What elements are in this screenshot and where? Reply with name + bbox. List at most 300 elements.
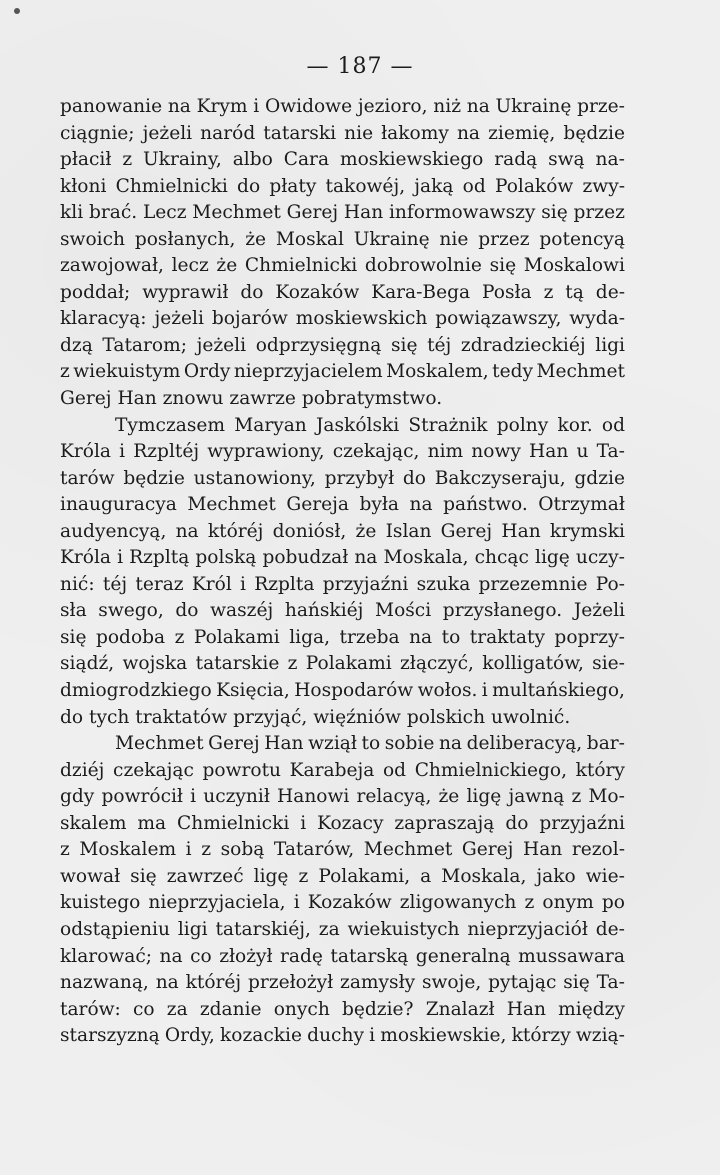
word: na xyxy=(167,96,191,117)
word: przysłanego. xyxy=(442,600,563,622)
word: między xyxy=(558,998,625,1020)
word: sobie xyxy=(384,733,435,755)
word: łakomy xyxy=(381,122,449,144)
text-line xyxy=(60,280,625,307)
word: Moskalowi xyxy=(523,255,625,277)
word: radę xyxy=(280,945,323,967)
word: się xyxy=(541,202,568,224)
word: od xyxy=(382,759,407,781)
word: Gerej xyxy=(208,733,260,755)
text-line xyxy=(60,890,625,917)
word: nieprzyjacielem xyxy=(233,361,383,383)
word: swego, xyxy=(98,600,164,622)
word: przez xyxy=(478,228,530,250)
word: z xyxy=(543,281,554,303)
text-line xyxy=(60,758,625,785)
word: Tymczasem xyxy=(115,414,226,436)
word: któréj xyxy=(207,520,264,542)
word: krymski xyxy=(549,520,625,542)
word: zapraszają xyxy=(394,812,495,834)
word: nowy xyxy=(471,441,521,463)
word: trzeba xyxy=(339,626,400,648)
word: i xyxy=(240,573,246,595)
word: Rzpltéj xyxy=(133,441,200,463)
word: i xyxy=(190,786,197,808)
word: Polakami xyxy=(305,653,392,675)
word: zdanie xyxy=(199,998,262,1020)
word: na xyxy=(159,945,183,967)
word: poprzy- xyxy=(554,626,625,648)
word: rezol- xyxy=(571,839,625,861)
word: i xyxy=(300,812,307,834)
text-line xyxy=(60,253,625,280)
word: tedy xyxy=(492,361,534,383)
word: inauguracya xyxy=(60,494,177,516)
word: wował xyxy=(60,865,121,887)
word: kuistego xyxy=(60,892,141,914)
word: Han xyxy=(117,388,163,410)
word: Po- xyxy=(595,573,625,595)
word: Otrzymał xyxy=(538,494,625,516)
word: państwo. xyxy=(443,494,528,516)
word: czekając xyxy=(113,759,194,781)
word: za xyxy=(166,998,188,1020)
word: moskiewskiego xyxy=(339,149,484,171)
word: zawrze xyxy=(229,388,302,410)
word: Kozacy xyxy=(317,812,384,834)
word: ligę xyxy=(466,786,502,808)
word: odprzysięgną xyxy=(255,334,382,356)
word: Ta- xyxy=(596,972,625,994)
word: powrotu xyxy=(202,759,282,781)
word: tatarskie xyxy=(195,653,280,675)
text-line xyxy=(60,492,625,519)
text-line xyxy=(60,147,625,174)
word: i xyxy=(119,441,126,463)
word: jaką xyxy=(414,175,454,197)
word: starszyzną xyxy=(60,1025,160,1047)
word: de- xyxy=(595,281,625,303)
word: swoje, xyxy=(421,972,482,994)
word: sie- xyxy=(592,653,625,675)
word: tą xyxy=(565,281,584,303)
word: kozackie xyxy=(220,1025,302,1047)
text-line xyxy=(60,439,625,466)
text-line xyxy=(60,1023,625,1050)
word: Gerej xyxy=(440,520,493,542)
word: Cara xyxy=(283,149,330,171)
word: złączyć, xyxy=(400,653,474,675)
word: do xyxy=(505,812,529,834)
word: Ordy xyxy=(183,361,231,383)
word: wyda- xyxy=(569,308,625,330)
word: to xyxy=(441,626,461,648)
word: traktatów xyxy=(135,706,234,728)
word: co xyxy=(190,945,212,967)
word: téj xyxy=(102,573,128,595)
word: Han xyxy=(343,202,384,224)
word: Maryan xyxy=(234,414,307,436)
word: na xyxy=(438,733,463,755)
text-line xyxy=(60,94,625,121)
word: pobratymstwo. xyxy=(301,388,443,410)
word: klarować; xyxy=(60,945,153,967)
word: Gerej xyxy=(60,388,118,410)
word: do xyxy=(60,706,90,728)
word: będzie xyxy=(563,122,625,144)
ink-speck xyxy=(14,8,20,14)
word: zwy- xyxy=(582,175,625,197)
word: wyprawiony, xyxy=(207,441,325,463)
word: skalem xyxy=(60,812,127,834)
word: Owidowe xyxy=(264,96,353,117)
word: wiekuistych xyxy=(347,918,460,940)
text-line xyxy=(60,386,625,413)
text-line xyxy=(60,944,625,971)
text-line xyxy=(60,545,625,572)
word: gdzie xyxy=(574,467,625,489)
word: Chmielnicki xyxy=(177,812,290,834)
word: Chmielnicki xyxy=(244,255,358,277)
word: onym xyxy=(542,892,594,914)
word: Mechmet xyxy=(363,839,453,861)
word: kli xyxy=(60,202,84,224)
word: Mo- xyxy=(588,786,625,808)
word: Moskalem xyxy=(79,839,177,861)
word: Gerej xyxy=(286,202,339,224)
word: Gereja xyxy=(286,494,349,516)
word: téj xyxy=(427,334,452,356)
word: z xyxy=(201,839,211,861)
word: Kozaków xyxy=(275,281,360,303)
word: i xyxy=(185,839,192,861)
word: do xyxy=(240,281,264,303)
word: Tatarom; xyxy=(102,334,187,356)
word: uczynił xyxy=(203,786,270,808)
word: i xyxy=(253,96,260,117)
word: i xyxy=(117,547,124,569)
word: jawną xyxy=(508,786,565,808)
text-line xyxy=(60,811,625,838)
word: Hanowi xyxy=(277,786,350,808)
word: Kara-Bega xyxy=(371,281,471,303)
word: Islan xyxy=(385,520,432,542)
word: wzią- xyxy=(575,1025,625,1047)
word: złożył xyxy=(219,945,273,967)
word: zawojował, xyxy=(60,255,164,277)
text-line xyxy=(60,837,625,864)
word: ligi xyxy=(595,334,625,356)
word: będzie? xyxy=(341,998,414,1020)
word: przełożył xyxy=(248,972,334,994)
word: Ta- xyxy=(596,441,625,463)
word: się xyxy=(130,865,157,887)
word: dzą xyxy=(60,334,93,356)
word: Król xyxy=(191,573,232,595)
word: z xyxy=(60,839,70,861)
word: do xyxy=(402,467,426,489)
word: i xyxy=(293,892,300,914)
word: Mości xyxy=(375,600,432,622)
word: wyprawił xyxy=(142,281,229,303)
text-line xyxy=(60,917,625,944)
word: i xyxy=(481,680,488,702)
word: jeżeli xyxy=(154,308,204,330)
word: szuka xyxy=(416,573,471,595)
word: multańskiego, xyxy=(492,680,625,702)
text-line xyxy=(60,121,625,148)
word: Króla xyxy=(60,547,112,569)
word: Ukrainę xyxy=(495,96,572,117)
word: liga, xyxy=(289,626,331,648)
word: na xyxy=(409,494,433,516)
word: więźniów xyxy=(313,706,407,728)
word: się xyxy=(489,255,517,277)
word: znowu xyxy=(162,388,230,410)
word: swoich xyxy=(60,228,125,250)
word: Ordy, xyxy=(164,1025,215,1047)
word: nić: xyxy=(60,573,95,595)
word: moskiewskich xyxy=(295,308,428,330)
word: jeżeli xyxy=(196,334,247,356)
word: z xyxy=(524,892,535,914)
word: Polaków xyxy=(494,175,574,197)
word: Han xyxy=(529,441,569,463)
word: Ukrainy, xyxy=(143,149,222,171)
word: na xyxy=(466,96,490,117)
word: Posła xyxy=(482,281,532,303)
word: Krym xyxy=(196,96,248,117)
word: zdradzieckiéj xyxy=(460,334,586,356)
word: chcąc xyxy=(474,547,529,569)
page-number: — 187 — xyxy=(306,54,414,79)
word: ligę xyxy=(535,547,570,569)
word: się xyxy=(390,334,418,356)
word: gdy xyxy=(60,786,95,808)
word: Karabeja xyxy=(289,759,375,781)
word: jezioro, xyxy=(357,96,428,117)
word: nieprzyjaciela, xyxy=(148,892,286,914)
word: poddał; xyxy=(60,281,131,303)
text-line xyxy=(60,784,625,811)
word: siądź, xyxy=(60,653,115,675)
word: Moskala, xyxy=(383,547,469,569)
word: niż xyxy=(433,96,461,117)
word: Moskala, xyxy=(441,865,527,887)
word: była xyxy=(359,494,400,516)
word: Han xyxy=(501,520,541,542)
text-line xyxy=(60,651,625,678)
word: od xyxy=(601,414,625,436)
word: uwolnić. xyxy=(490,706,571,728)
word: traktaty xyxy=(469,626,545,648)
word: Jeżeli xyxy=(573,600,625,622)
word: wiekuistym xyxy=(73,361,181,383)
word: przezemnie xyxy=(478,573,588,595)
word: brać. xyxy=(88,202,138,224)
word: przez xyxy=(573,202,625,224)
word: przyjaźni xyxy=(322,573,409,595)
word: pytając xyxy=(488,972,557,994)
text-line xyxy=(60,306,625,333)
word: Han xyxy=(506,998,546,1020)
word: że xyxy=(245,228,267,250)
word: a xyxy=(420,865,432,887)
word: Znalazł xyxy=(425,998,495,1020)
word: że xyxy=(216,255,238,277)
word: z xyxy=(287,653,298,675)
word: takowéj, xyxy=(325,175,406,197)
word: naród xyxy=(200,122,256,144)
word: powrócił xyxy=(101,786,183,808)
word: powiązawszy, xyxy=(435,308,562,330)
text-line xyxy=(60,413,625,440)
word: ciągnie; xyxy=(60,122,135,144)
word: odstąpieniu xyxy=(60,918,170,940)
word: tarów xyxy=(60,467,115,489)
text-line xyxy=(60,466,625,493)
word: polską xyxy=(195,547,257,569)
word: na xyxy=(175,520,199,542)
word: kor. xyxy=(557,414,593,436)
word: tych xyxy=(89,706,136,728)
word: i xyxy=(369,1025,376,1047)
word: nieprzyjaciół xyxy=(467,918,588,940)
text-line xyxy=(60,997,625,1024)
word: płaty xyxy=(269,175,317,197)
word: tarów: xyxy=(60,998,121,1020)
word: z xyxy=(122,149,133,171)
word: dmiogrodzkiego xyxy=(60,680,212,702)
word: Han xyxy=(264,733,304,755)
word: polny xyxy=(496,414,549,436)
word: tatarskiéj, xyxy=(215,918,311,940)
word: nazwaną, xyxy=(60,972,149,994)
text-line xyxy=(60,678,625,705)
word: płacił xyxy=(60,149,112,171)
word: kolligatów, xyxy=(482,653,584,675)
word: co xyxy=(133,998,155,1020)
word: Króla xyxy=(60,441,112,463)
word: moskiewskie, xyxy=(380,1025,507,1047)
word: u xyxy=(576,441,589,463)
word: Moskalem, xyxy=(386,361,489,383)
word: za xyxy=(318,918,340,940)
word: przybył xyxy=(324,467,395,489)
word: onych xyxy=(273,998,330,1020)
word: Mechmet xyxy=(187,494,276,516)
text-line xyxy=(60,970,625,997)
word: na xyxy=(354,547,378,569)
word: z xyxy=(60,361,70,383)
word: się xyxy=(60,626,87,648)
word: dziéj xyxy=(60,759,105,781)
text-line xyxy=(60,572,625,599)
text-line xyxy=(60,519,625,546)
word: nie xyxy=(344,122,374,144)
word: na xyxy=(155,972,179,994)
word: prze- xyxy=(577,96,625,117)
word: ziemię, xyxy=(488,122,556,144)
word: po xyxy=(601,892,625,914)
word: mussawara xyxy=(518,945,625,967)
word: zligowanych xyxy=(399,892,517,914)
body-text xyxy=(60,94,625,1050)
text-line xyxy=(60,200,625,227)
text-line xyxy=(60,625,625,652)
word: Księcia, xyxy=(216,680,290,702)
word: Gerej xyxy=(461,839,514,861)
word: de- xyxy=(595,918,625,940)
word: albo xyxy=(232,149,273,171)
word: podoba xyxy=(95,626,166,648)
word: waszéj xyxy=(210,600,274,622)
word: czekając, xyxy=(332,441,420,463)
word: z xyxy=(174,626,185,648)
word: na xyxy=(456,122,481,144)
text-line xyxy=(60,864,625,891)
word: który xyxy=(575,759,625,781)
word: wojska xyxy=(122,653,188,675)
word: lecz xyxy=(171,255,209,277)
word: Jaskólski xyxy=(315,414,400,436)
word: Ukrainę xyxy=(353,228,430,250)
word: na- xyxy=(595,149,625,171)
word: ligi xyxy=(177,918,208,940)
word: się xyxy=(563,972,590,994)
word: uczy- xyxy=(575,547,625,569)
word: deliberacyą, xyxy=(466,733,583,755)
word: posłanych, xyxy=(134,228,236,250)
text-line xyxy=(60,359,625,386)
word: że xyxy=(438,786,460,808)
word: że xyxy=(355,520,377,542)
word: nim xyxy=(427,441,464,463)
word: Lecz xyxy=(142,202,187,224)
word: Mechmet xyxy=(192,202,281,224)
word: Polakami, xyxy=(318,865,411,887)
word: tatarską xyxy=(330,945,409,967)
word: Hospodarów xyxy=(294,680,414,702)
word: ma xyxy=(137,812,167,834)
word: na xyxy=(409,626,433,648)
word: Han xyxy=(523,839,563,861)
word: zamysły xyxy=(340,972,416,994)
word: polskich xyxy=(406,706,491,728)
text-line xyxy=(60,333,625,360)
word: Chmielnicki xyxy=(115,175,228,197)
text-line xyxy=(60,731,625,758)
word: relacyą, xyxy=(356,786,432,808)
word: Mechmet xyxy=(536,361,625,383)
word: teraz xyxy=(135,573,184,595)
word: do xyxy=(175,600,199,622)
word: Polakami xyxy=(193,626,280,648)
word: wołos. xyxy=(417,680,478,702)
word: któréj xyxy=(185,972,242,994)
word: radą xyxy=(494,149,538,171)
text-line xyxy=(60,705,625,732)
word: bojarów xyxy=(211,308,288,330)
word: Bakczyseraju, xyxy=(434,467,566,489)
word: panowanie xyxy=(60,96,163,117)
word: od xyxy=(462,175,486,197)
word: sła xyxy=(60,600,87,622)
word: z xyxy=(571,786,582,808)
word: bar- xyxy=(586,733,625,755)
word: przyjąć, xyxy=(233,706,314,728)
word: będzie xyxy=(123,467,185,489)
